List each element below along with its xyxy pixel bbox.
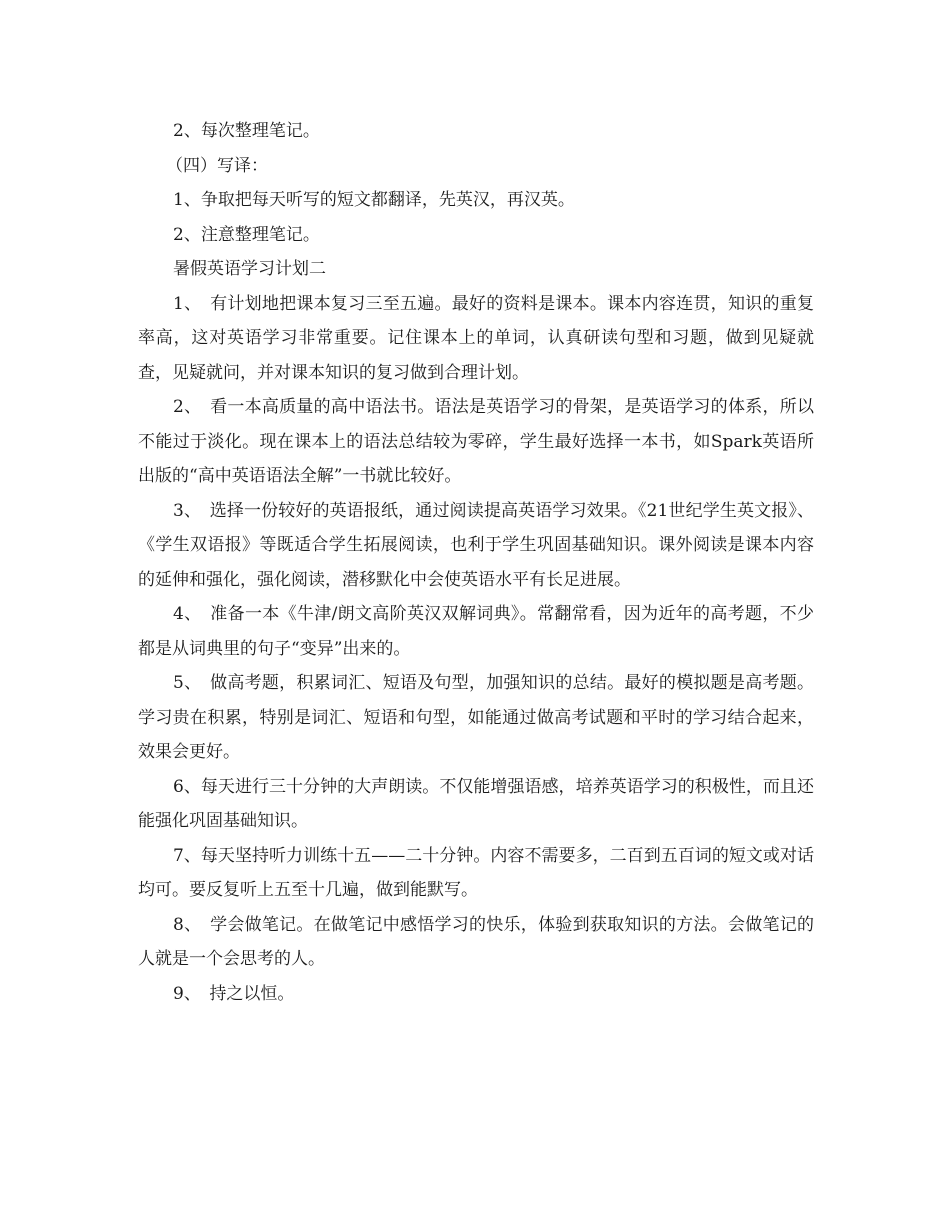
section-title-plan-two: 暑假英语学习计划二 xyxy=(173,259,326,279)
paragraph-plan-item-6: 6、每天进行三十分钟的大声朗读。不仅能增强语感，培养英语学习的积极性，而且还能强化巩固基础知识。 xyxy=(138,776,814,831)
paragraph-plan-item-3: 3、 选择一份较好的英语报纸，通过阅读提高英语学习效果。《21世纪学生英文报》、《学生双语报》等既适合学生拓展阅读，也利于学生巩固基础知识。课外阅读是课本内容的延伸和强化，强化阅读，潜移默化中会使英语水平有长足进展。 xyxy=(138,500,814,590)
paragraph-plan-item-7: 7、每天坚持听力训练十五——二十分钟。内容不需要多，二百到五百词的短文或对话均可。要反复听上五至十几遍，做到能默写。 xyxy=(138,845,814,900)
paragraph-translation-item-2: 2、注意整理笔记。 xyxy=(173,224,320,245)
paragraph-plan-item-4: 4、 准备一本《牛津/朗文高阶英汉双解词典》。常翻常看，因为近年的高考题，不少都是从词典里的句子“变异”出来的。 xyxy=(138,604,814,659)
section-heading-writing-translation: （四）写译： xyxy=(166,155,268,176)
paragraph-plan-item-1: 1、 有计划地把课本复习三至五遍。最好的资料是课本。课本内容连贯，知识的重复率高，这对英语学习非常重要。记住课本上的单词，认真研读句型和习题，做到见疑就查，见疑就问，并对课本知识的复习做到合理计划。 xyxy=(138,293,814,383)
paragraph-notes-item-2: 2、每次整理笔记。 xyxy=(173,121,320,141)
paragraph-plan-item-2: 2、 看一本高质量的高中语法书。语法是英语学习的骨架，是英语学习的体系，所以不能过于淡化。现在课本上的语法总结较为零碎，学生最好选择一本书，如Spark英语所出版的“高中英语语法全解”一书就比较好。 xyxy=(138,397,814,486)
paragraph-plan-item-8: 8、 学会做笔记。在做笔记中感悟学习的快乐，体验到获取知识的方法。会做笔记的人就是一个会思考的人。 xyxy=(138,914,814,969)
paragraph-plan-item-9: 9、 持之以恒。 xyxy=(173,983,295,1004)
paragraph-translation-item-1: 1、争取把每天听写的短文都翻译，先英汉，再汉英。 xyxy=(173,190,575,210)
paragraph-plan-item-5: 5、 做高考题，积累词汇、短语及句型，加强知识的总结。最好的模拟题是高考题。学习贵在积累，特别是词汇、短语和句型，如能通过做高考试题和平时的学习结合起来，效果会更好。 xyxy=(138,673,814,762)
document-body xyxy=(138,114,814,1011)
